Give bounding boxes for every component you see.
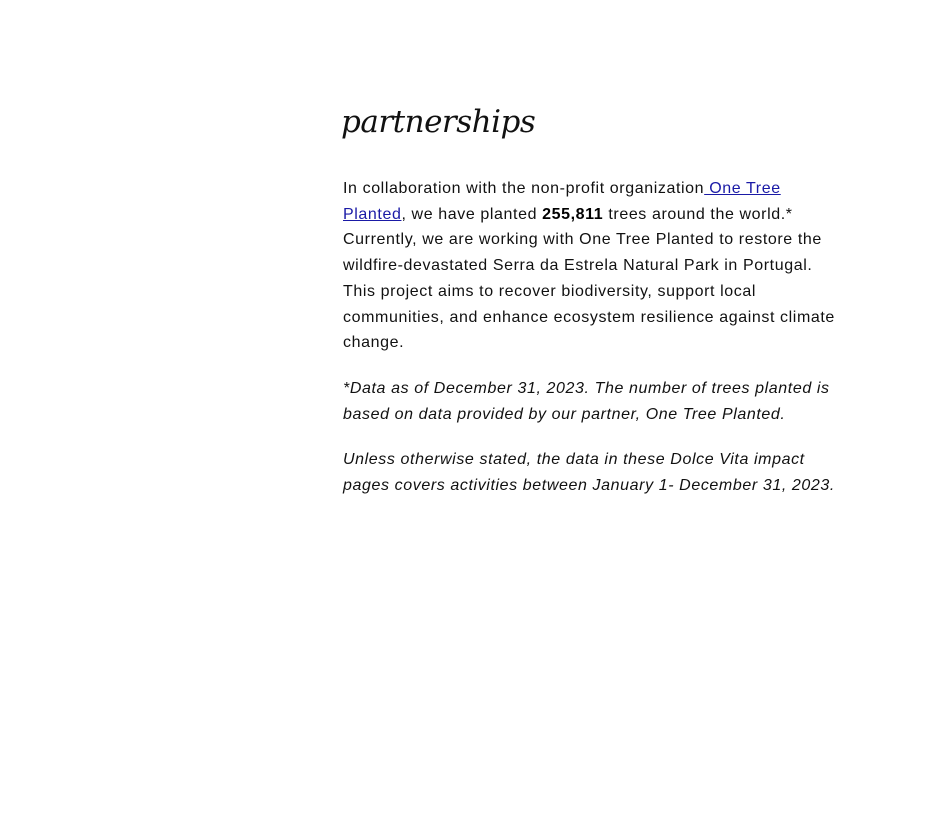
partnerships-section (343, 100, 843, 519)
one-tree-planted-link[interactable]: One Tree Planted (343, 180, 781, 223)
section-title: partnerships (341, 104, 536, 140)
tree-count: 255,811 (542, 205, 604, 223)
footnote-paragraph: *Data as of December 31, 2023. The number of trees planted is based on data provided by our partner, One Tree Planted. (343, 379, 830, 423)
intro-text-end: trees around the world.* Currently, we are working with One Tree Planted to restore the wildfire-devastated Serra da Estrela Natural Park in Portugal. This project aims to recover biodiversity, support local communities, and enhance ecosystem resilience against climate change. (343, 205, 835, 352)
intro-text-middle: , we have planted (401, 205, 543, 223)
intro-text-start: In collaboration with the non-profit organization (343, 180, 705, 197)
disclaimer-paragraph: Unless otherwise stated, the data in these Dolce Vita impact pages covers activities between January 1- December 31, 2023. (343, 451, 835, 495)
intro-paragraph (343, 176, 843, 356)
